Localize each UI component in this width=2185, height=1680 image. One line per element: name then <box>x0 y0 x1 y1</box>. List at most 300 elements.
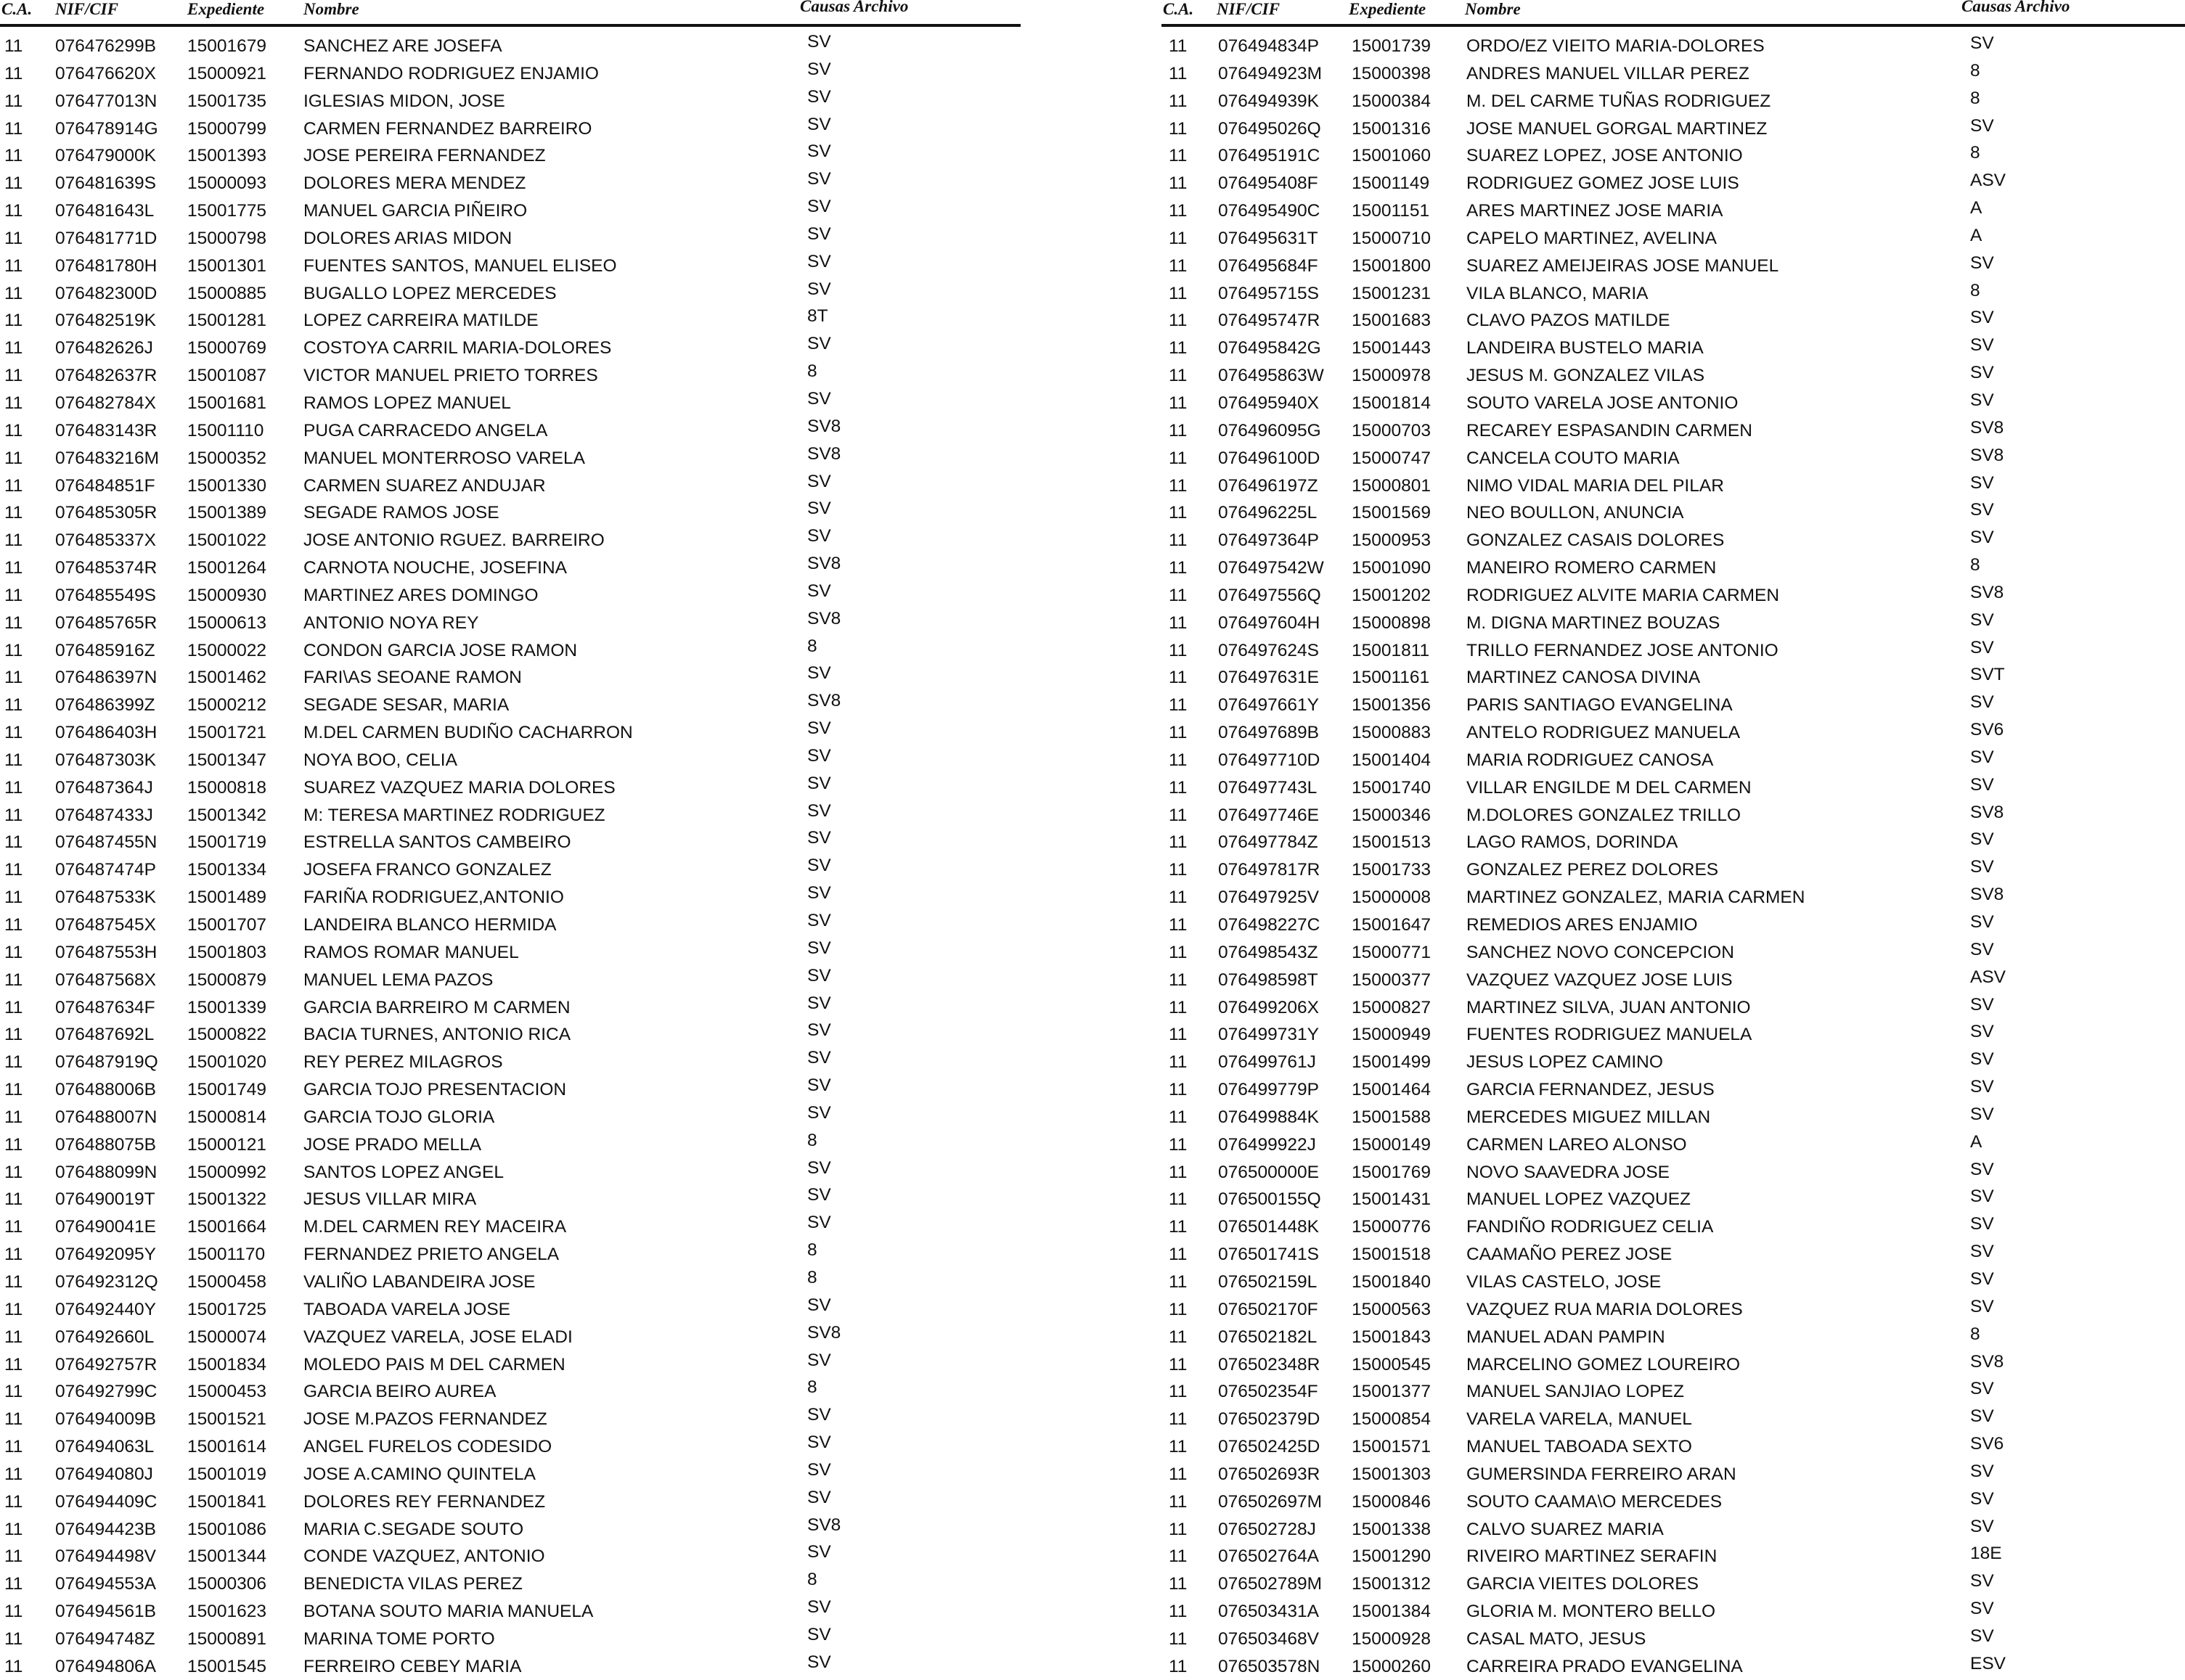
table-row <box>0 1625 1021 1652</box>
cell-nombre: BUGALLO LOPEZ MERCEDES <box>303 283 557 303</box>
cell-causas: SV8 <box>1970 417 2004 438</box>
cell-causas: SV <box>807 1102 831 1123</box>
cell-nombre: FERNANDEZ PRIETO ANGELA <box>303 1245 560 1265</box>
table-row <box>0 389 1021 417</box>
cell-ca: 11 <box>4 1628 23 1649</box>
cell-causas: 8 <box>807 1570 817 1590</box>
cell-ca: 11 <box>1169 118 1188 139</box>
cell-ca: 11 <box>4 942 23 962</box>
table-row <box>1161 417 2185 444</box>
cell-expediente: 15000022 <box>187 640 267 660</box>
cell-causas: 8 <box>1970 280 1980 300</box>
table-row <box>0 334 1021 361</box>
table-row <box>1161 1515 2185 1543</box>
cell-nombre: VAZQUEZ RUA MARIA DOLORES <box>1466 1299 1743 1319</box>
cell-nif: 076495863W <box>1218 366 1324 386</box>
cell-nombre: REMEDIOS ARES ENJAMIO <box>1466 915 1698 935</box>
cell-expediente: 15000814 <box>187 1107 267 1127</box>
cell-nombre: MANEIRO ROMERO CARMEN <box>1466 558 1717 578</box>
cell-causas: 8 <box>807 361 817 382</box>
cell-nif: 076502728J <box>1218 1519 1316 1539</box>
right-table <box>1161 0 2185 1676</box>
cell-causas: SV <box>1970 637 1994 657</box>
cell-ca: 11 <box>4 118 23 139</box>
cell-expediente: 15001843 <box>1352 1327 1432 1347</box>
table-row <box>1161 169 2185 197</box>
cell-nombre: LANDEIRA BLANCO HERMIDA <box>303 915 557 935</box>
cell-ca: 11 <box>1169 612 1188 633</box>
cell-causas: SV <box>1970 528 1994 548</box>
cell-ca: 11 <box>4 860 23 880</box>
cell-nif: 076492095Y <box>55 1245 156 1265</box>
cell-expediente: 15001647 <box>1352 915 1432 935</box>
cell-nombre: RIVEIRO MARTINEZ SERAFIN <box>1466 1546 1718 1567</box>
left-table <box>0 0 1021 1676</box>
cell-nif: 076497746E <box>1218 805 1319 825</box>
cell-expediente: 15001404 <box>1352 750 1432 770</box>
cell-nombre: MARTINEZ ARES DOMINGO <box>303 585 539 605</box>
cell-causas: SV <box>1970 610 1994 630</box>
table-row <box>1161 1377 2185 1405</box>
cell-nif: 076500000E <box>1218 1162 1319 1182</box>
cell-nif: 076485305R <box>55 503 158 523</box>
cell-ca: 11 <box>4 1574 23 1594</box>
cell-nif: 076487364J <box>55 777 153 798</box>
cell-nombre: NIMO VIDAL MARIA DEL PILAR <box>1466 475 1724 496</box>
table-row <box>0 1158 1021 1186</box>
cell-nombre: CONDE VAZQUEZ, ANTONIO <box>303 1546 545 1567</box>
cell-expediente: 15001330 <box>187 475 267 496</box>
cell-expediente: 15001769 <box>1352 1162 1432 1182</box>
cell-expediente: 15001347 <box>187 750 267 770</box>
cell-ca: 11 <box>1169 1107 1188 1127</box>
cell-ca: 11 <box>4 146 23 166</box>
cell-expediente: 15000260 <box>1352 1656 1432 1676</box>
cell-expediente: 15001462 <box>187 668 267 688</box>
table-row <box>1161 828 2185 856</box>
cell-nif: 076482519K <box>55 311 156 331</box>
cell-expediente: 15000879 <box>187 970 267 990</box>
cell-ca: 11 <box>4 750 23 770</box>
cell-causas: SV <box>1970 1571 1994 1591</box>
cell-causas: SV <box>807 1157 831 1178</box>
table-row <box>1161 1433 2185 1460</box>
cell-expediente: 15000212 <box>187 695 267 716</box>
cell-expediente: 15000613 <box>187 612 267 633</box>
table-row <box>0 169 1021 197</box>
cell-causas: SV8 <box>1970 445 2004 465</box>
cell-nombre: RODRIGUEZ GOMEZ JOSE LUIS <box>1466 173 1739 194</box>
cell-nombre: MANUEL TABOADA SEXTO <box>1466 1437 1692 1457</box>
cell-nombre: MARCELINO GOMEZ LOUREIRO <box>1466 1354 1741 1374</box>
cell-nombre: VILA BLANCO, MARIA <box>1466 283 1649 303</box>
cell-causas: SV <box>807 800 831 821</box>
table-row <box>0 252 1021 279</box>
cell-expediente: 15000458 <box>187 1271 267 1292</box>
table-row <box>0 993 1021 1021</box>
cell-causas: SV <box>1970 692 1994 713</box>
table-row <box>0 911 1021 938</box>
cell-ca: 11 <box>4 695 23 716</box>
cell-expediente: 15001545 <box>187 1656 267 1676</box>
cell-causas: SV <box>1970 1599 1994 1619</box>
cell-ca: 11 <box>1169 366 1188 386</box>
cell-expediente: 15001679 <box>187 36 267 56</box>
cell-causas: SV <box>1970 390 1994 410</box>
cell-expediente: 15000453 <box>187 1382 267 1402</box>
cell-nif: 076485374R <box>55 558 158 578</box>
cell-expediente: 15000346 <box>1352 805 1432 825</box>
cell-expediente: 15001775 <box>187 201 267 221</box>
cell-nombre: ANDRES MANUEL VILLAR PEREZ <box>1466 63 1749 83</box>
table-row <box>1161 801 2185 829</box>
cell-expediente: 15001090 <box>1352 558 1432 578</box>
cell-ca: 11 <box>4 832 23 853</box>
cell-causas: SV <box>1970 1296 1994 1316</box>
cell-expediente: 15000703 <box>1352 420 1432 441</box>
table-row <box>1161 115 2185 142</box>
cell-causas: SV <box>807 1487 831 1507</box>
cell-nif: 076477013N <box>55 91 158 111</box>
cell-expediente: 15001719 <box>187 832 267 853</box>
table-row <box>1161 1240 2185 1268</box>
cell-nif: 076497925V <box>1218 888 1319 908</box>
cell-nombre: M.DEL CARMEN BUDIÑO CACHARRON <box>303 723 633 743</box>
cell-ca: 11 <box>1169 311 1188 331</box>
table-row <box>1161 526 2185 554</box>
cell-expediente: 15000074 <box>187 1327 267 1347</box>
cell-nif: 076497364P <box>1218 530 1319 551</box>
cell-ca: 11 <box>4 1271 23 1292</box>
cell-ca: 11 <box>1169 1217 1188 1237</box>
cell-nif: 076497784Z <box>1218 832 1318 853</box>
cell-expediente: 15000747 <box>1352 448 1432 468</box>
cell-nif: 076486397N <box>55 668 158 688</box>
cell-causas: SV <box>807 911 831 930</box>
table-row <box>1161 1570 2185 1597</box>
header-expediente: Expediente <box>187 0 265 18</box>
cell-ca: 11 <box>4 1327 23 1347</box>
cell-causas: 8 <box>1970 88 1980 108</box>
cell-causas: SV <box>807 32 831 52</box>
cell-nif: 076502697M <box>1218 1491 1323 1512</box>
cell-causas: SV <box>807 1459 831 1480</box>
table-row <box>0 966 1021 993</box>
cell-expediente: 15001521 <box>187 1409 267 1430</box>
cell-causas: SV <box>1970 1049 1994 1070</box>
cell-causas: SV8 <box>1970 1351 2004 1372</box>
cell-causas: SV8 <box>1970 582 2004 602</box>
cell-nombre: GONZALEZ PEREZ DOLORES <box>1466 860 1719 880</box>
table-row <box>1161 389 2185 417</box>
cell-nombre: ANGEL FURELOS CODESIDO <box>303 1437 552 1457</box>
cell-ca: 11 <box>1169 1574 1188 1594</box>
cell-causas: 8 <box>807 1130 817 1150</box>
cell-causas: SV <box>807 993 831 1013</box>
cell-ca: 11 <box>1169 255 1188 276</box>
cell-expediente: 15001681 <box>187 393 267 413</box>
cell-nombre: RAMOS LOPEZ MANUEL <box>303 393 511 413</box>
cell-expediente: 15000563 <box>1352 1299 1432 1319</box>
table-row <box>0 499 1021 526</box>
cell-nombre: VILAS CASTELO, JOSE <box>1466 1271 1662 1292</box>
cell-causas: SV <box>1970 857 1994 877</box>
cell-nif: 076502425D <box>1218 1437 1320 1457</box>
cell-nif: 076486403H <box>55 723 158 743</box>
cell-expediente: 15000801 <box>1352 475 1432 496</box>
cell-expediente: 15001740 <box>1352 777 1432 798</box>
cell-causas: SV <box>1970 939 1994 959</box>
cell-expediente: 15001316 <box>1352 118 1432 139</box>
cell-nif: 076481771D <box>55 228 158 248</box>
cell-nombre: NOVO SAAVEDRA JOSE <box>1466 1162 1670 1182</box>
cell-nif: 076502348R <box>1218 1354 1320 1374</box>
cell-expediente: 15001110 <box>187 420 264 441</box>
cell-nombre: MANUEL ADAN PAMPIN <box>1466 1327 1665 1347</box>
cell-nif: 076499731Y <box>1218 1025 1319 1045</box>
cell-ca: 11 <box>1169 723 1188 743</box>
cell-nif: 076494080J <box>55 1464 153 1484</box>
cell-nif: 076494553A <box>55 1574 156 1594</box>
cell-nombre: FUENTES SANTOS, MANUEL ELISEO <box>303 255 617 276</box>
cell-expediente: 15001338 <box>1352 1519 1432 1539</box>
cell-expediente: 15001377 <box>1352 1382 1432 1402</box>
cell-nombre: TRILLO FERNANDEZ JOSE ANTONIO <box>1466 640 1778 660</box>
cell-causas: SVT <box>1970 665 2005 685</box>
table-row <box>1161 306 2185 334</box>
cell-ca: 11 <box>1169 146 1188 166</box>
cell-nombre: JESUS M. GONZALEZ VILAS <box>1466 366 1705 386</box>
cell-expediente: 15000928 <box>1352 1628 1432 1649</box>
cell-nombre: VALIÑO LABANDEIRA JOSE <box>303 1271 536 1292</box>
table-row <box>0 1268 1021 1295</box>
cell-nombre: SEGADE RAMOS JOSE <box>303 503 499 523</box>
table-row <box>1161 32 2185 60</box>
cell-nombre: M: TERESA MARTINEZ RODRIGUEZ <box>303 805 605 825</box>
cell-nif: 076498227C <box>1218 915 1320 935</box>
cell-ca: 11 <box>1169 558 1188 578</box>
table-row <box>1161 1048 2185 1075</box>
cell-nombre: VARELA VARELA, MANUEL <box>1466 1409 1692 1430</box>
table-row <box>0 197 1021 224</box>
cell-nif: 076500155Q <box>1218 1189 1321 1210</box>
table-row <box>1161 142 2185 169</box>
cell-expediente: 15001803 <box>187 942 267 962</box>
cell-nif: 076495490C <box>1218 201 1320 221</box>
cell-nombre: FARIÑA RODRIGUEZ,ANTONIO <box>303 888 564 908</box>
cell-nif: 076481639S <box>55 173 156 194</box>
cell-expediente: 15000818 <box>187 777 267 798</box>
cell-expediente: 15001264 <box>187 558 267 578</box>
cell-expediente: 15001664 <box>187 1217 267 1237</box>
cell-nif: 076494063L <box>55 1437 155 1457</box>
cell-expediente: 15000885 <box>187 283 267 303</box>
cell-causas: SV8 <box>807 1515 841 1535</box>
cell-ca: 11 <box>1169 1025 1188 1045</box>
cell-nif: 076479000K <box>55 146 156 166</box>
table-row <box>1161 938 2185 966</box>
cell-expediente: 15001489 <box>187 888 267 908</box>
cell-expediente: 15001571 <box>1352 1437 1432 1457</box>
cell-ca: 11 <box>1169 63 1188 83</box>
cell-nombre: PARIS SANTIAGO EVANGELINA <box>1466 695 1733 716</box>
cell-expediente: 15001733 <box>1352 860 1432 880</box>
cell-nif: 076488007N <box>55 1107 158 1127</box>
cell-expediente: 15001060 <box>1352 146 1432 166</box>
cell-expediente: 15000883 <box>1352 723 1432 743</box>
cell-nif: 076492757R <box>55 1354 158 1374</box>
cell-causas: SV <box>807 1048 831 1068</box>
table-row <box>0 1433 1021 1460</box>
cell-nombre: M.DOLORES GONZALEZ TRILLO <box>1466 805 1741 825</box>
cell-nombre: COSTOYA CARRIL MARIA-DOLORES <box>303 338 612 358</box>
cell-expediente: 15001022 <box>187 530 267 551</box>
table-row <box>0 60 1021 87</box>
cell-expediente: 15000776 <box>1352 1217 1432 1237</box>
cell-expediente: 15001569 <box>1352 503 1432 523</box>
cell-nif: 076495408F <box>1218 173 1318 194</box>
cell-causas: SV <box>807 1295 831 1315</box>
cell-nombre: MERCEDES MIGUEZ MILLAN <box>1466 1107 1711 1127</box>
cell-ca: 11 <box>4 723 23 743</box>
cell-causas: SV <box>807 279 831 299</box>
cell-ca: 11 <box>1169 640 1188 660</box>
cell-causas: SV <box>807 1542 831 1562</box>
cell-ca: 11 <box>1169 1189 1188 1210</box>
cell-nombre: ARES MARTINEZ JOSE MARIA <box>1466 201 1723 221</box>
cell-expediente: 15001393 <box>187 146 267 166</box>
cell-nombre: CARMEN FERNANDEZ BARREIRO <box>303 118 592 139</box>
cell-nif: 076499922J <box>1218 1134 1316 1155</box>
cell-causas: SV <box>1970 1187 1994 1207</box>
cell-expediente: 15001334 <box>187 860 267 880</box>
cell-ca: 11 <box>1169 1271 1188 1292</box>
cell-ca: 11 <box>4 777 23 798</box>
cell-causas: ESV <box>1970 1653 2006 1673</box>
cell-causas: SV <box>807 1597 831 1618</box>
cell-nif: 076494939K <box>1218 91 1319 111</box>
cell-causas: SV <box>807 334 831 354</box>
table-row <box>0 1652 1021 1680</box>
cell-nif: 076502182L <box>1218 1327 1318 1347</box>
cell-ca: 11 <box>1169 36 1188 56</box>
cell-nombre: GONZALEZ CASAIS DOLORES <box>1466 530 1725 551</box>
cell-ca: 11 <box>4 997 23 1017</box>
cell-ca: 11 <box>1169 201 1188 221</box>
cell-ca: 11 <box>4 1546 23 1567</box>
cell-nif: 076487568X <box>55 970 156 990</box>
cell-causas: SV <box>1970 500 1994 520</box>
cell-causas: SV6 <box>1970 720 2004 740</box>
cell-nif: 076476620X <box>55 63 156 83</box>
cell-expediente: 15001513 <box>1352 832 1432 853</box>
cell-ca: 11 <box>4 1189 23 1210</box>
cell-nif: 076485765R <box>55 612 158 633</box>
cell-nif: 076487545X <box>55 915 156 935</box>
cell-expediente: 15000799 <box>187 118 267 139</box>
cell-nif: 076502789M <box>1218 1574 1323 1594</box>
table-row <box>1161 883 2185 911</box>
cell-nif: 076497542W <box>1218 558 1324 578</box>
cell-nombre: DOLORES REY FERNANDEZ <box>303 1491 546 1512</box>
table-row <box>0 1295 1021 1323</box>
cell-causas: A <box>1970 225 1982 245</box>
cell-expediente: 15001841 <box>187 1491 267 1512</box>
cell-causas: SV <box>807 197 831 217</box>
cell-ca: 11 <box>1169 1052 1188 1073</box>
cell-causas: SV <box>1970 1104 1994 1124</box>
cell-ca: 11 <box>4 585 23 605</box>
cell-ca: 11 <box>1169 1327 1188 1347</box>
cell-expediente: 15000891 <box>187 1628 267 1649</box>
header-causas: Causas Archivo <box>1961 0 2070 15</box>
cell-nif: 076488006B <box>55 1080 156 1100</box>
table-row <box>0 691 1021 718</box>
table-row <box>0 306 1021 334</box>
header-expediente: Expediente <box>1349 0 1426 18</box>
table-row <box>0 1377 1021 1405</box>
cell-expediente: 15001087 <box>187 366 267 386</box>
cell-nif: 076483143R <box>55 420 158 441</box>
cell-nombre: CARNOTA NOUCHE, JOSEFINA <box>303 558 568 578</box>
table-row <box>1161 1185 2185 1213</box>
cell-nombre: MANUEL GARCIA PIÑEIRO <box>303 201 528 221</box>
cell-expediente: 15000769 <box>187 338 267 358</box>
cell-expediente: 15000854 <box>1352 1409 1432 1430</box>
header-rule <box>0 24 1021 27</box>
cell-causas: SV <box>807 745 831 766</box>
cell-causas: SV <box>807 938 831 958</box>
cell-causas: 8 <box>807 1240 817 1261</box>
table-row <box>1161 197 2185 224</box>
cell-nif: 076490019T <box>55 1189 155 1210</box>
table-row <box>1161 663 2185 691</box>
cell-nif: 076498543Z <box>1218 942 1318 962</box>
table-row <box>1161 361 2185 389</box>
table-row <box>0 938 1021 966</box>
table-row <box>0 224 1021 252</box>
cell-nombre: TABOADA VARELA JOSE <box>303 1299 511 1319</box>
cell-nombre: ORDO/EZ VIEITO MARIA-DOLORES <box>1466 36 1765 56</box>
table-row <box>1161 1488 2185 1515</box>
cell-nombre: CLAVO PAZOS MATILDE <box>1466 311 1670 331</box>
cell-causas: SV <box>1970 774 1994 795</box>
cell-causas: SV <box>1970 1626 1994 1646</box>
cell-expediente: 15001086 <box>187 1519 267 1539</box>
cell-ca: 11 <box>1169 750 1188 770</box>
cell-nombre: VILLAR ENGILDE M DEL CARMEN <box>1466 777 1752 798</box>
cell-causas: A <box>1970 198 1982 218</box>
table-row <box>0 746 1021 774</box>
cell-ca: 11 <box>4 63 23 83</box>
cell-causas: SV <box>1970 747 1994 767</box>
cell-ca: 11 <box>1169 1519 1188 1539</box>
cell-expediente: 15001683 <box>1352 311 1432 331</box>
cell-nombre: FERNANDO RODRIGUEZ ENJAMIO <box>303 63 599 83</box>
cell-nif: 076494498V <box>55 1546 156 1567</box>
cell-expediente: 15000771 <box>1352 942 1432 962</box>
cell-nombre: CONDON GARCIA JOSE RAMON <box>303 640 578 660</box>
cell-nif: 076494561B <box>55 1602 156 1622</box>
cell-causas: SV <box>807 169 831 189</box>
cell-nif: 076487553H <box>55 942 158 962</box>
cell-nif: 076497743L <box>1218 777 1318 798</box>
cell-nombre: RECAREY ESPASANDIN CARMEN <box>1466 420 1752 441</box>
cell-causas: 8 <box>807 636 817 656</box>
cell-nif: 076492312Q <box>55 1271 158 1292</box>
table-row <box>0 1405 1021 1433</box>
cell-causas: SV <box>1970 33 1994 53</box>
